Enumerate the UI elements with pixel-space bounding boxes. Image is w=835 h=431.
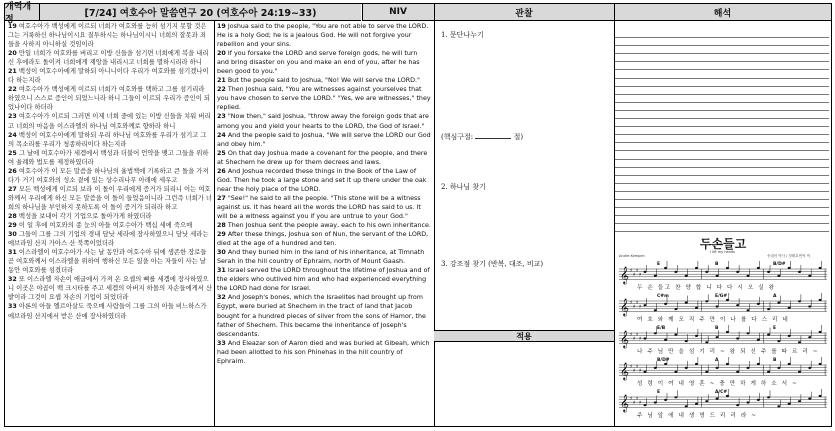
verse-text: 아론의 아들 엘르아살도 죽으매 사람들이 그를 그의 아들 비느하스가 에브라임 산지에서 받은 산에 장사하였더라 (8, 303, 207, 320)
sharp-icon: ♯ (636, 268, 639, 274)
note-head (726, 363, 729, 365)
note-head (767, 371, 770, 373)
note-head (736, 404, 739, 406)
sharp-icon: ♯ (636, 332, 639, 338)
verse-number: 22 (8, 86, 17, 94)
verse (8, 131, 212, 149)
chord-symbol: E (773, 326, 777, 331)
verse (8, 85, 212, 112)
verse-text: 이 일 후에 여호와의 종 눈의 아들 여호수아가 백십 세에 죽으매 (18, 222, 193, 230)
verse (8, 67, 212, 85)
music-staff (617, 235, 829, 427)
note-head (757, 399, 760, 401)
verse-text: And Joshua recorded these things in the Book of the Law of God. Then he took a large stone and set it up there under the oak near the holy place of the LORD. (217, 167, 427, 193)
note-head (808, 305, 811, 307)
writing-line (615, 37, 829, 38)
observation-item-paragraph: 1. 문단나누기 (441, 31, 484, 39)
writing-line (615, 94, 829, 95)
writing-line (615, 159, 829, 160)
verse-text: 백성이 여호수아에게 말하되 우리 하나님 여호와를 우리가 섬기고 그의 목소리를 우리가 청종하리이다 하는지라 (8, 131, 207, 148)
verse-number: 27 (8, 185, 17, 193)
keyword-label: (핵심구절: (441, 133, 474, 141)
note-head (798, 400, 801, 402)
note-head (685, 405, 688, 407)
verse (217, 293, 431, 338)
observation-keyword (441, 132, 523, 142)
note-head (705, 300, 708, 302)
writing-line (615, 53, 829, 54)
verse-number: 25 (217, 149, 226, 157)
note-head (695, 267, 698, 269)
verse (8, 167, 212, 185)
note-head (644, 404, 647, 406)
note-head (819, 331, 822, 333)
chord-symbol: A (773, 294, 777, 299)
sharp-icon: ♯ (639, 400, 642, 406)
chord-symbol: B (715, 262, 719, 267)
treble-clef-icon: 𝄞 (620, 298, 629, 316)
note-head (705, 341, 708, 343)
note-head (664, 303, 667, 305)
note-head (777, 275, 780, 277)
sharp-icon: ♯ (639, 368, 642, 374)
verse-text: And the people said to Joshua, "We will serve the LORD our God and obey him." (217, 131, 431, 148)
note-head (788, 403, 791, 405)
verse (217, 167, 431, 194)
verse (8, 112, 212, 130)
verse-number: 30 (8, 231, 17, 239)
sharp-icon: ♯ (633, 304, 636, 310)
sharp-icon: ♯ (636, 300, 639, 306)
note-head (705, 400, 708, 402)
sharp-icon: ♯ (630, 396, 633, 402)
note-head (695, 403, 698, 405)
sharp-icon: ♯ (630, 300, 633, 306)
sharp-icon: ♯ (633, 400, 636, 406)
note-head (664, 267, 667, 269)
note-head (685, 340, 688, 342)
chord-symbol: B/D# (773, 262, 786, 267)
verse-number: 27 (217, 194, 226, 202)
writing-line (615, 215, 829, 216)
note-head (819, 363, 822, 365)
verse-number: 32 (8, 276, 17, 284)
header-version-korean: 개역개정 (5, 4, 39, 21)
note-head (808, 398, 811, 400)
note-head (695, 307, 698, 309)
treble-clef-icon: 𝄞 (620, 394, 629, 412)
application-header: 적용 (434, 330, 614, 342)
verse-number: 26 (8, 167, 17, 175)
note-head (819, 395, 822, 397)
sharp-icon: ♯ (639, 272, 642, 278)
note-head (716, 336, 719, 338)
verse-number: 22 (217, 86, 226, 94)
verse-text: 여호수아가 이 모든 말씀을 하나님의 율법책에 기록하고 큰 돌을 가져다가 거기 여호와의 성소 곁에 있는 상수리나무 아래에 세우고 (8, 167, 209, 184)
writing-line (615, 78, 829, 79)
divider (39, 4, 40, 21)
chord-symbol: E (657, 390, 661, 395)
writing-line (615, 126, 829, 127)
verse (217, 266, 431, 293)
header-observation: 관찰 (434, 4, 614, 21)
chord-symbol: E/G# (715, 294, 728, 299)
note-head (654, 401, 657, 403)
verse (8, 49, 212, 67)
writing-line (615, 134, 829, 135)
note-head (726, 267, 729, 269)
verse (217, 131, 431, 149)
note-head (747, 309, 750, 311)
sharp-icon: ♯ (633, 272, 636, 278)
song-credit: 송대석 역사 / 정태호번역 역 (767, 254, 810, 258)
note-head (716, 275, 719, 277)
verse-number: 20 (8, 50, 17, 58)
note-head (644, 337, 647, 339)
note-head (736, 371, 739, 373)
note-head (674, 396, 677, 398)
sharp-icon: ♯ (630, 268, 633, 274)
writing-line (615, 207, 829, 208)
verse (217, 85, 431, 112)
note-head (798, 300, 801, 302)
note-head (716, 305, 719, 307)
note-head (747, 367, 750, 369)
verse (217, 149, 431, 167)
note-head (736, 271, 739, 273)
note-head (777, 302, 780, 304)
verse (217, 76, 431, 85)
lyric-line: 주 님 앞 에 내 생 명 드 리 리 라 ~ (637, 413, 758, 419)
note-head (767, 271, 770, 273)
verse (8, 302, 212, 320)
note-head (674, 371, 677, 373)
note-head (757, 303, 760, 305)
verse-number: 31 (8, 249, 17, 257)
verse-number: 20 (217, 50, 226, 58)
note-head (705, 271, 708, 273)
divider (362, 4, 363, 21)
verse-text: 만일 너희가 여호와를 버리고 이방 신들을 섬기면 너희에게 복을 내리신 후에라도 돌이켜 너희에게 재앙을 내리시고 너희를 멸하시리라 하니 (8, 50, 209, 67)
verse-number: 33 (217, 339, 226, 347)
treble-clef-icon: 𝄞 (620, 362, 629, 380)
note-head (726, 331, 729, 333)
note-head (767, 334, 770, 336)
verse-text: Then Joshua sent the people away, each to his own inheritance. (227, 222, 431, 230)
note-head (798, 341, 801, 343)
note-head (798, 371, 801, 373)
note-head (664, 363, 667, 365)
treble-clef-icon: 𝄞 (620, 330, 629, 348)
verse-number: 21 (8, 68, 17, 76)
verse (8, 275, 212, 302)
verse-number: 33 (8, 303, 17, 311)
verse-number: 23 (8, 113, 17, 121)
verse-text: 또 이스라엘 자손이 애굽에서 가져 온 요셉의 뼈를 세겜에 장사하였으니 이곳은 야곱이 백 크시타를 주고 세겜의 아버지 하몰의 자손들에게서 산 밭이라 그것이 요셉 자손의 기업이 되었더라 (8, 276, 212, 302)
note-head (788, 335, 791, 337)
divider (214, 21, 215, 426)
header-title: [7/24] 여호수아 말씀연구 20 (여호수아 24:19~33) (40, 4, 361, 21)
note-head (757, 339, 760, 341)
note-head (726, 299, 729, 301)
note-head (644, 371, 647, 373)
verse-number: 19 (8, 23, 17, 30)
verse-text: 백성이 여호수아에게 말하되 아니니이다 우리가 여호와를 섬기겠나이다 하는지라 (8, 68, 209, 85)
niv-text-column (217, 22, 431, 427)
note-head (777, 340, 780, 342)
verse-number: 25 (8, 149, 17, 157)
verse-text: But the people said to Joshua, "No! We will serve the LORD." (227, 77, 420, 85)
note-head (819, 267, 822, 269)
verse-number: 32 (217, 294, 226, 302)
note-head (644, 304, 647, 306)
writing-line (615, 118, 829, 119)
note-head (757, 363, 760, 365)
verse-number: 24 (217, 131, 226, 139)
note-head (695, 335, 698, 337)
verse-text: Then Joshua said, "You are witnesses against yourselves that you have chosen to serve the LORD." "Yes, we are witnesses," they replied. (217, 86, 431, 112)
note-head (736, 337, 739, 339)
verse-number: 30 (217, 249, 226, 257)
note-head (777, 367, 780, 369)
note-head (685, 275, 688, 277)
note-head (798, 271, 801, 273)
writing-line (615, 199, 829, 200)
observation-item-emphasis: 3. 강조점 찾기 (반복, 대조, 비교) (441, 260, 544, 268)
writing-line (615, 69, 829, 70)
note-head (644, 271, 647, 273)
note-head (808, 367, 811, 369)
verse-text: 백성을 보내어 각기 기업으로 돌아가게 하였더라 (18, 212, 152, 220)
writing-line (615, 175, 829, 176)
verse-text: After these things, Joshua son of Nun, the servant of the LORD, died at the age of a hundred and ten. (217, 231, 429, 248)
writing-line (615, 191, 829, 192)
writing-line (615, 167, 829, 168)
verse (8, 185, 212, 212)
sharp-icon: ♯ (639, 304, 642, 310)
chord-symbol: B (773, 358, 777, 363)
note-head (716, 367, 719, 369)
song-sheet (617, 235, 829, 427)
verse-text: 그들이 그를 그의 기업의 경내 담낫 세라에 장사하였으니 담낫 세라는 에브라임 산지 가아스 산 북쪽이었더라 (8, 231, 209, 248)
note-head (654, 309, 657, 311)
note-head (747, 275, 750, 277)
verse (8, 221, 212, 230)
chord-symbol: A (715, 358, 719, 363)
verse-text: Israel served the LORD throughout the lifetime of Joshua and of the elders who outlived him and who had experienced everything the LORD had done for Israel. (217, 267, 430, 293)
note-head (654, 367, 657, 369)
note-head (767, 308, 770, 310)
verse-text: On that day Joshua made a covenant for the people, and there at Shechem he drew up for them decrees and laws. (217, 149, 428, 166)
verse (217, 22, 431, 49)
verse-number: 28 (8, 212, 17, 220)
verse-text: And Eleazar son of Aaron died and was buried at Gibeah, which had been allotted to his son Phinehas in the hill country of Ephraim. (217, 339, 430, 365)
song-composer: Andre Kempen (619, 254, 645, 258)
note-head (808, 336, 811, 338)
note-head (685, 302, 688, 304)
writing-line (615, 142, 829, 143)
note-head (788, 363, 791, 365)
verse-text: 여호수아가 이르되 그러면 이제 너희 중에 있는 이방 신들을 치워 버리고 너희의 마음을 이스라엘의 하나님 여호와께로 향하라 하니 (8, 113, 211, 130)
note-head (705, 371, 708, 373)
verse-number: 19 (217, 23, 226, 30)
verse (217, 230, 431, 248)
verse-number: 31 (217, 267, 226, 275)
verse (8, 212, 212, 221)
writing-line (615, 183, 829, 184)
note-head (654, 332, 657, 334)
verse-text: 그 날에 여호수아가 세겜에서 백성과 더불어 언약을 맺고 그들을 위하여 율례와 법도를 제정하였더라 (8, 149, 209, 166)
observation-item-find-god: 2. 하나님 찾기 (441, 183, 486, 191)
chord-symbol: E/B (657, 326, 666, 331)
verse (8, 248, 212, 275)
chord-symbol: A/C# (715, 390, 728, 395)
note-head (674, 271, 677, 273)
verse-text: Joshua said to the people, "You are not able to serve the LORD. He is a holy God; he is a jealous God. He will not forgive your rebellion and your sins. (217, 23, 429, 49)
note-head (788, 267, 791, 269)
chord-symbol: C#m (657, 294, 669, 299)
lyric-line: 여 호 와 께 오 직 주 만 이 나 를 다 스 리 네 (637, 317, 790, 323)
verse (217, 49, 431, 76)
verse-text: 모든 백성에게 이르되 보라 이 돌이 우리에게 증거가 되리니 이는 여호와께서 우리에게 하신 모든 말씀을 이 돌이 들었음이니라 그런즉 너희가 너희의 하나님을 부인하지 못하도록 이 돌이 증거가 되리라 하고 (8, 185, 212, 211)
verse-text: "Now then," said Joshua, "throw away the foreign gods that are among you and yield your hearts to the LORD, the God of Israel." (217, 113, 429, 130)
verse-text: 여호수아가 백성에게 이르되 너희가 여호와를 능히 섬기지 못할 것은 그는 거룩하신 하나님이시요 질투하시는 하나님이시니 너희의 잘못과 죄들을 사하지 아니하실 것임이라 (8, 23, 207, 49)
verse (217, 248, 431, 266)
verse (8, 22, 212, 49)
verse-text: "See!" he said to all the people. "This stone will be a witness against us. It has heard all the words the LORD has said to us. It will be a witness against you if you are untrue to your God." (217, 194, 421, 220)
header-interpretation: 해석 (614, 4, 831, 21)
divider (434, 4, 435, 426)
note-head (819, 299, 822, 301)
note-head (777, 405, 780, 407)
chord-symbol: B (715, 326, 719, 331)
verse (217, 112, 431, 130)
verse-number: 29 (217, 231, 226, 239)
note-head (716, 398, 719, 400)
lyric-line: 나 주 님 만 을 섬 기 리 ~ 왕 되 신 주 를 따 르 리 ~ (637, 349, 820, 355)
verse-number: 28 (217, 222, 226, 230)
writing-line (615, 61, 829, 62)
song-subtitle: I lift my hands (710, 250, 735, 254)
verse (217, 194, 431, 221)
note-head (736, 304, 739, 306)
sharp-icon: ♯ (633, 368, 636, 374)
writing-line (615, 86, 829, 87)
note-head (674, 334, 677, 336)
note-head (757, 267, 760, 269)
verse-text: And Joseph's bones, which the Israelites had brought up from Egypt, were buried at Shechem in the tract of land that Jacob bought for a hundred pieces of silver from the sons of Hamor, the father of Shechem. This became the inheritance of Joseph's descendants. (217, 294, 426, 338)
sharp-icon: ♯ (636, 396, 639, 402)
bible-study-sheet (4, 3, 832, 427)
note-head (726, 395, 729, 397)
verse (217, 339, 431, 366)
writing-line (615, 110, 829, 111)
note-head (788, 307, 791, 309)
chord-symbol: E (657, 262, 661, 267)
note-head (674, 308, 677, 310)
writing-line (615, 150, 829, 151)
lyric-line: 성 령 이 여 내 영 혼 ~ 충 만 하 게 하 소 서 ~ (637, 381, 799, 387)
verse-text: If you forsake the LORD and serve foreign gods, he will turn and bring disaster on you and make an end of you, after he has been good to you." (217, 50, 420, 76)
verse-number: 26 (217, 167, 226, 175)
verse-text: And they buried him in the land of his inheritance, at Timnath Serah in the hill country of Ephraim, north of Mount Gaash. (217, 249, 425, 266)
note-head (685, 367, 688, 369)
note-head (664, 399, 667, 401)
treble-clef-icon: 𝄞 (620, 266, 629, 284)
verse-number: 23 (217, 113, 226, 121)
note-head (695, 363, 698, 365)
header-version-niv: NIV (362, 4, 434, 21)
note-head (664, 339, 667, 341)
writing-line (615, 223, 829, 224)
song-title: 두손들고 (699, 237, 747, 251)
verse-number: 24 (8, 131, 17, 139)
keyword-end: 절) (513, 133, 524, 141)
keyword-blank (475, 132, 511, 139)
verse (8, 230, 212, 248)
sharp-icon: ♯ (639, 336, 642, 342)
verse (8, 149, 212, 167)
note-head (654, 275, 657, 277)
writing-line (615, 45, 829, 46)
lyric-line: 두 손 들고 찬 양 합 니 다 다 시 오 실 왕 (637, 285, 776, 291)
sharp-icon: ♯ (636, 364, 639, 370)
verse-number: 21 (217, 77, 226, 85)
note-head (767, 396, 770, 398)
korean-text-column (8, 22, 212, 427)
verse-number: 29 (8, 222, 17, 230)
sharp-icon: ♯ (633, 336, 636, 342)
sharp-icon: ♯ (630, 332, 633, 338)
note-head (747, 332, 750, 334)
note-head (747, 401, 750, 403)
verse-text: 여호수아가 백성에게 이르되 너희가 여호와를 택하고 그를 섬기리라 하였으니 스스로 증인이 되었느니라 하니 그들이 이르되 우리가 증인이 되었나이다 하더라 (8, 86, 210, 112)
verse-text: 이스라엘이 여호수아가 사는 날 동안과 여호수아 뒤에 생존한 장로들 곧 여호와께서 이스라엘을 위하여 행하신 모든 일을 아는 자들이 사는 날 동안 여호와를 섬겼더라 (8, 249, 207, 275)
note-head (808, 275, 811, 277)
writing-line (615, 102, 829, 103)
sharp-icon: ♯ (630, 364, 633, 370)
writing-line (615, 231, 829, 232)
verse (217, 221, 431, 230)
chord-symbol: B/D# (657, 358, 670, 363)
